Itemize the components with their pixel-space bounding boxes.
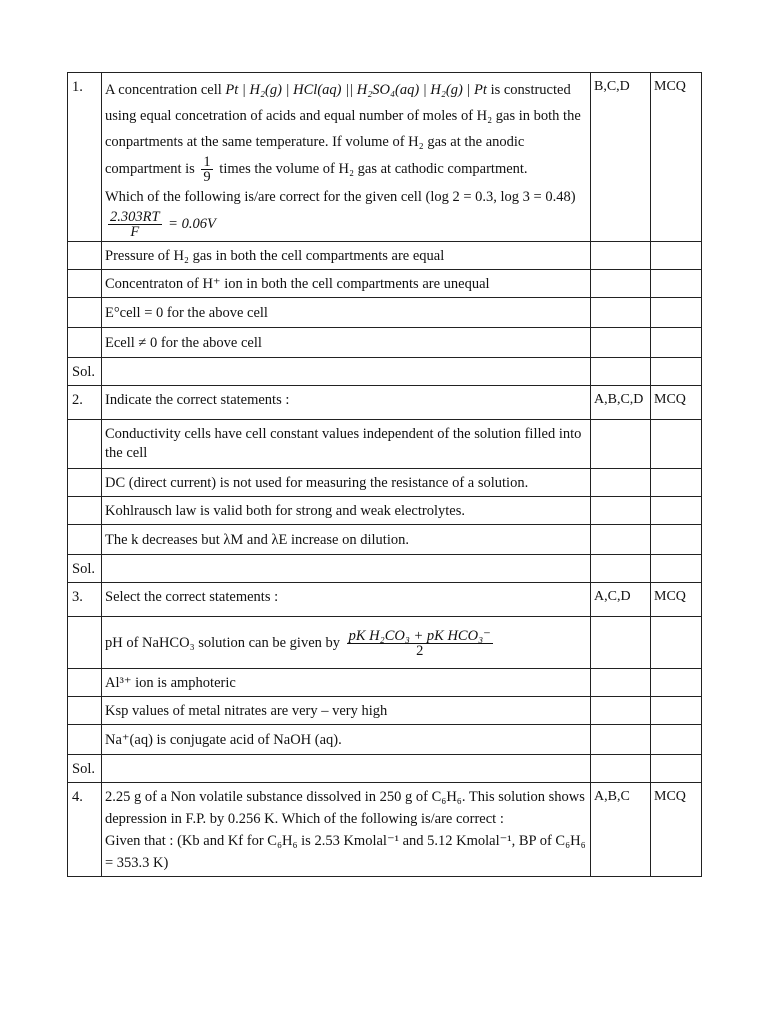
question-text: Select the correct statements : [102, 583, 591, 617]
question-table [67, 72, 702, 877]
question-row-4 [68, 783, 702, 877]
question-row-1 [68, 73, 702, 242]
cell-notation: Pt | H₂(g) | HCl(aq) || H₂SO₄(aq) | H₂(g) | Pt [225, 82, 487, 98]
option-row: Al³⁺ ion is amphoteric [68, 669, 702, 697]
question-number: 3. [68, 583, 102, 617]
question-number: 4. [68, 783, 102, 877]
option-row: The k decreases but λM and λE increase on dilution. [68, 525, 702, 555]
ph-formula: $\frac{\text{pK H₂CO₃ + pK HCO₃⁻}}{2}$ [348, 627, 491, 659]
option-row: E°cell = 0 for the above cell [68, 298, 702, 328]
solution-row: Sol. [68, 358, 702, 386]
question-row-2 [68, 386, 702, 420]
question-type: MCQ [651, 783, 702, 877]
option-row: DC (direct current) is not used for measuring the resistance of a solution. [68, 469, 702, 497]
answer-key: A,B,C,D [591, 386, 651, 420]
option-row: Concentraton of H⁺ ion in both the cell compartments are unequal [68, 270, 702, 298]
option-row: Na⁺(aq) is conjugate acid of NaOH (aq). [68, 725, 702, 755]
option-row: Conductivity cells have cell constant values independent of the solution filled into the cell [68, 420, 702, 469]
option-row: Pressure of H₂ gas in both the cell compartments are equal [68, 242, 702, 270]
question-type: MCQ [651, 73, 702, 242]
question-text: Indicate the correct statements : [102, 386, 591, 420]
option-row: Ksp values of metal nitrates are very – very high [68, 697, 702, 725]
option-row: pH of NaHCO₃ solution can be given by $\frac{\text{pK H₂CO₃ + pK HCO₃⁻}}{2}$ [68, 617, 702, 669]
question-text: 2.25 g of a Non volatile substance dissolved in 250 g of C₆H₆. This solution shows depression in F.P. by 0.256 K. Which of the following is/are correct : Given that : (Kb and Kf for C₆H₆ is 2.53 Kmolal⁻¹ and 5.12 Kmolal⁻¹, BP of C₆H₆ = 353.3 K) [102, 783, 591, 877]
option-row: Ecell ≠ 0 for the above cell [68, 328, 702, 358]
question-text: A concentration cell Pt | H₂(g) | HCl(aq) || H₂SO₄(aq) | H₂(g) | Pt is constructed using equal concetration of acids and equal number of moles of H₂ gas in both the conpartments at the same temperature. If volume of H₂ gas at the anodic compartment is $\frac{1}{9}$ times the volume of H₂ gas at cathodic compartment. Which of the following is/are correct for the given cell (log 2 = 0.3, log 3 = 0.48) $\frac{2.303RT}{F}$ = 0.06V [102, 73, 591, 242]
question-type: MCQ [651, 583, 702, 617]
answer-key: B,C,D [591, 73, 651, 242]
answer-key: A,C,D [591, 583, 651, 617]
option-row: Kohlrausch law is valid both for strong and weak electrolytes. [68, 497, 702, 525]
solution-row: Sol. [68, 555, 702, 583]
solution-row: Sol. [68, 755, 702, 783]
answer-key: A,B,C [591, 783, 651, 877]
question-number: 1. [68, 73, 102, 242]
question-number: 2. [68, 386, 102, 420]
question-type: MCQ [651, 386, 702, 420]
fraction: $\frac{1}{9}$ [203, 154, 211, 185]
equation-fraction: $\frac{2.303RT}{F}$ [110, 209, 160, 240]
question-row-3 [68, 583, 702, 617]
